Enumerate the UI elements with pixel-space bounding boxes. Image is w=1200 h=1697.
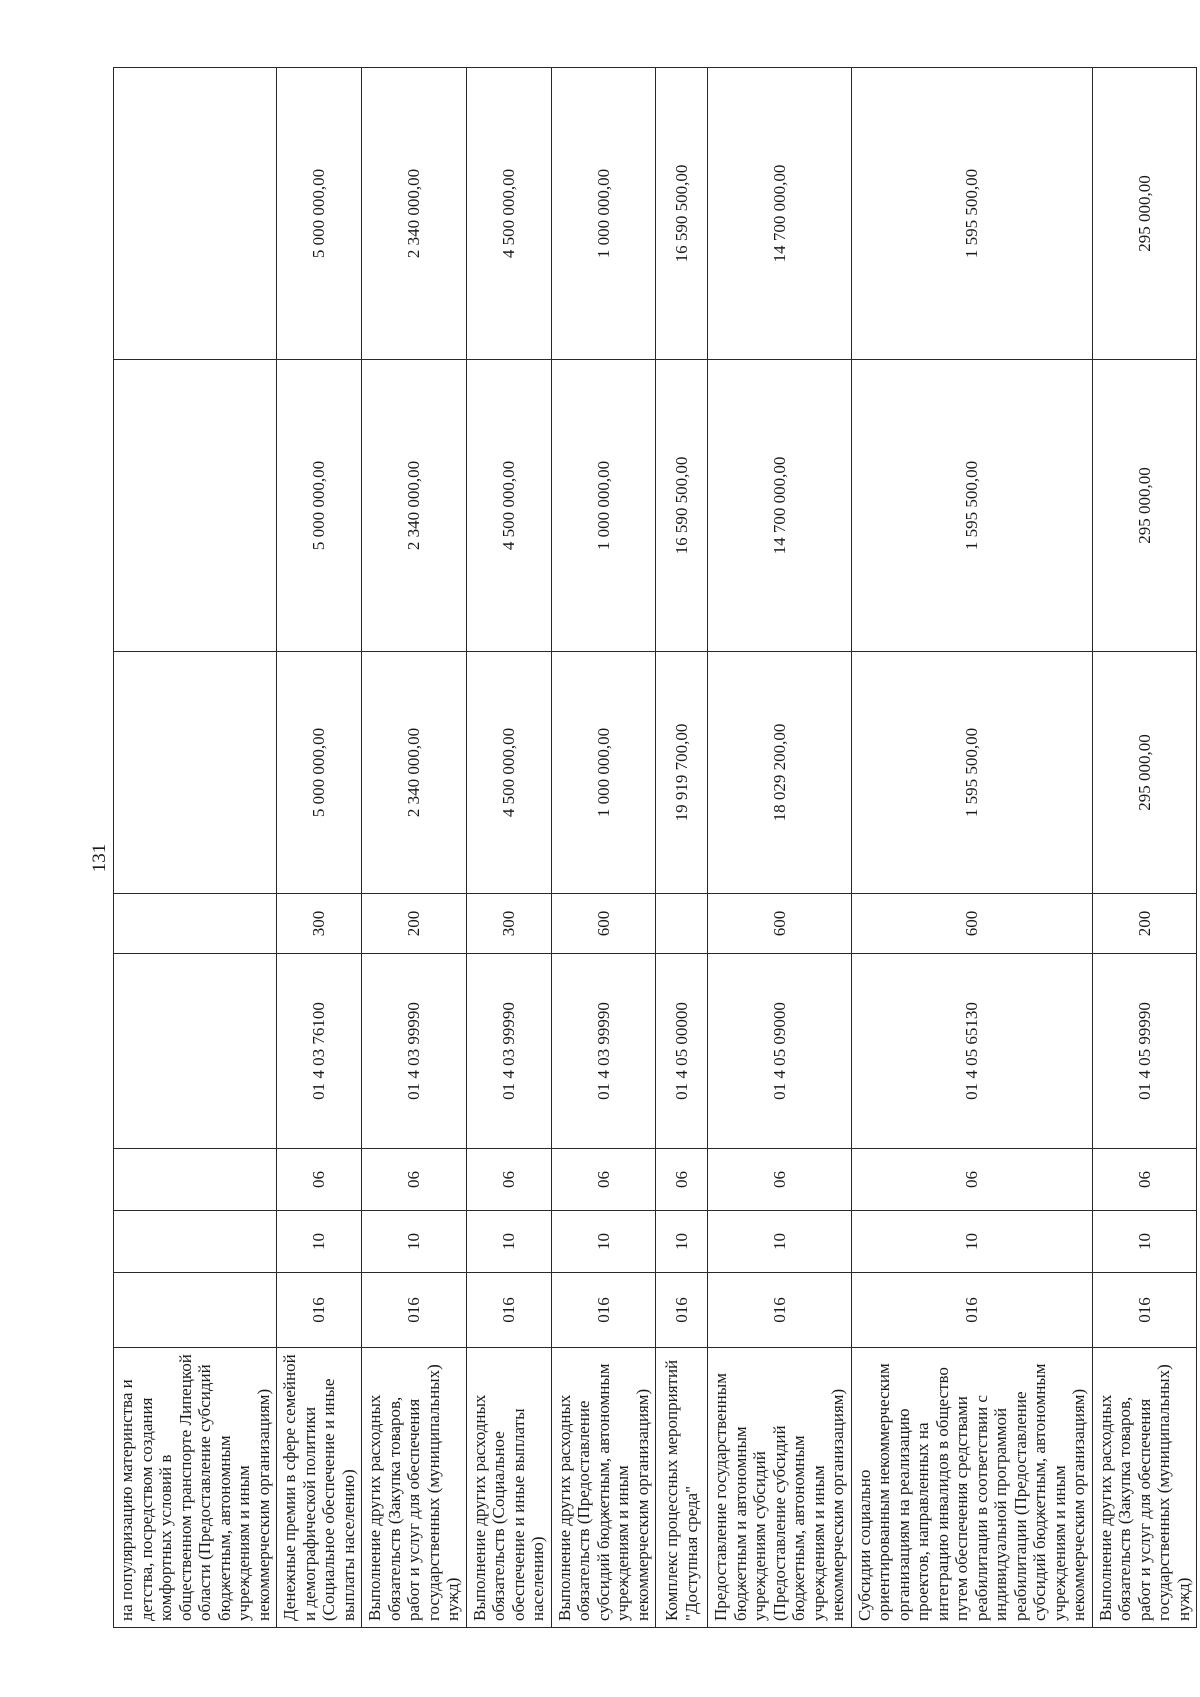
row-amount-2: 14 700 000,00 [708, 360, 852, 652]
row-vr: 300 [466, 894, 551, 954]
row-vr: 600 [851, 894, 1092, 954]
row-grbs: 016 [362, 1273, 467, 1348]
table-row [656, 68, 708, 1628]
row-amount-1: 1 000 000,00 [551, 652, 656, 894]
row-amount-1: 2 340 000,00 [362, 652, 467, 894]
row-vr: 600 [708, 894, 852, 954]
row-amount-2: 4 500 000,00 [466, 360, 551, 652]
row-description: Комплекс процессных мероприятий "Доступная среда" [656, 1348, 708, 1628]
table-row [851, 68, 1092, 1628]
table-row [551, 68, 656, 1628]
table-row [362, 68, 467, 1628]
table-row [466, 68, 551, 1628]
row-amount-3 [114, 68, 277, 360]
row-subsection: 06 [708, 1149, 852, 1211]
row-vr [114, 894, 277, 954]
row-csr: 01 4 03 99990 [466, 954, 551, 1149]
row-vr [656, 894, 708, 954]
row-subsection: 06 [277, 1149, 362, 1211]
row-grbs: 016 [277, 1273, 362, 1348]
row-csr: 01 4 03 99990 [362, 954, 467, 1149]
row-grbs: 016 [851, 1273, 1092, 1348]
row-grbs: 016 [656, 1273, 708, 1348]
row-grbs [114, 1273, 277, 1348]
row-description: Денежные премии в сфере семейной и демографической политики (Социальное обеспечение и иные выплаты населению) [277, 1348, 362, 1628]
budget-table [113, 67, 1197, 1628]
row-subsection [114, 1149, 277, 1211]
row-section: 10 [551, 1211, 656, 1273]
row-vr: 200 [362, 894, 467, 954]
row-vr: 200 [1092, 894, 1197, 954]
row-amount-3: 2 340 000,00 [362, 68, 467, 360]
row-amount-3: 1 595 500,00 [851, 68, 1092, 360]
row-csr [114, 954, 277, 1149]
row-amount-3: 4 500 000,00 [466, 68, 551, 360]
row-description: Субсидии социально ориентированным некоммерческим организациям на реализацию проектов, направленных на интеграцию инвалидов в общество путем обеспечения средствами реабилитации в соответствии с индивидуальной программой реабилитации (Предоставление субсидий бюджетным, автономным учреждениям и иным некоммерческим организациям) [851, 1348, 1092, 1628]
row-amount-2: 295 000,00 [1092, 360, 1197, 652]
row-csr: 01 4 03 99990 [551, 954, 656, 1149]
row-csr: 01 4 05 09000 [708, 954, 852, 1149]
row-amount-2: 2 340 000,00 [362, 360, 467, 652]
row-amount-2: 5 000 000,00 [277, 360, 362, 652]
row-section: 10 [466, 1211, 551, 1273]
row-subsection: 06 [656, 1149, 708, 1211]
row-amount-3: 295 000,00 [1092, 68, 1197, 360]
row-description: Выполнение других расходных обязательств (Социальное обеспечение и иные выплаты населению) [466, 1348, 551, 1628]
row-section: 10 [851, 1211, 1092, 1273]
row-subsection: 06 [851, 1149, 1092, 1211]
table-row [277, 68, 362, 1628]
row-section: 10 [362, 1211, 467, 1273]
row-amount-2: 1 000 000,00 [551, 360, 656, 652]
row-amount-3: 16 590 500,00 [656, 68, 708, 360]
row-subsection: 06 [1092, 1149, 1197, 1211]
row-amount-3: 14 700 000,00 [708, 68, 852, 360]
row-amount-1: 295 000,00 [1092, 652, 1197, 894]
table-row [1092, 68, 1197, 1628]
row-description: Предоставление государственным бюджетным и автономным учреждениям субсидий (Предоставление субсидий бюджетным, автономным учреждениям и иным некоммерческим организациям) [708, 1348, 852, 1628]
row-amount-2: 1 595 500,00 [851, 360, 1092, 652]
row-amount-1: 4 500 000,00 [466, 652, 551, 894]
row-amount-1: 5 000 000,00 [277, 652, 362, 894]
row-grbs: 016 [1092, 1273, 1197, 1348]
row-csr: 01 4 05 99990 [1092, 954, 1197, 1149]
page-number: 131 [89, 843, 110, 873]
table-row [114, 68, 277, 1628]
row-amount-1: 18 029 200,00 [708, 652, 852, 894]
row-grbs: 016 [551, 1273, 656, 1348]
row-amount-1 [114, 652, 277, 894]
row-subsection: 06 [551, 1149, 656, 1211]
row-section: 10 [656, 1211, 708, 1273]
row-csr: 01 4 05 65130 [851, 954, 1092, 1149]
budget-table-rotated [113, 68, 1193, 1628]
row-amount-1: 1 595 500,00 [851, 652, 1092, 894]
row-subsection: 06 [362, 1149, 467, 1211]
row-amount-3: 1 000 000,00 [551, 68, 656, 360]
row-csr: 01 4 03 76100 [277, 954, 362, 1149]
row-grbs: 016 [708, 1273, 852, 1348]
row-grbs: 016 [466, 1273, 551, 1348]
row-amount-3: 5 000 000,00 [277, 68, 362, 360]
table-row [708, 68, 852, 1628]
row-vr: 300 [277, 894, 362, 954]
row-section: 10 [708, 1211, 852, 1273]
row-csr: 01 4 05 00000 [656, 954, 708, 1149]
row-subsection: 06 [466, 1149, 551, 1211]
row-description: Выполнение других расходных обязательств (Закупка товаров, работ и услуг для обеспечения государственных (муниципальных) нужд) [1092, 1348, 1197, 1628]
row-description: на популяризацию материнства и детства, посредством создания комфортных условий в общественном транспорте Липецкой области (Предоставление субсидий бюджетным, автономным учреждениям и иным некоммерческим организациям) [114, 1348, 277, 1628]
row-amount-2 [114, 360, 277, 652]
row-section [114, 1211, 277, 1273]
row-amount-2: 16 590 500,00 [656, 360, 708, 652]
row-description: Выполнение других расходных обязательств (Закупка товаров, работ и услуг для обеспечения государственных (муниципальных) нужд) [362, 1348, 467, 1628]
row-amount-1: 19 919 700,00 [656, 652, 708, 894]
row-vr: 600 [551, 894, 656, 954]
row-section: 10 [277, 1211, 362, 1273]
row-section: 10 [1092, 1211, 1197, 1273]
row-description: Выполнение других расходных обязательств (Предоставление субсидий бюджетным, автономным учреждениям и иным некоммерческим организациям) [551, 1348, 656, 1628]
